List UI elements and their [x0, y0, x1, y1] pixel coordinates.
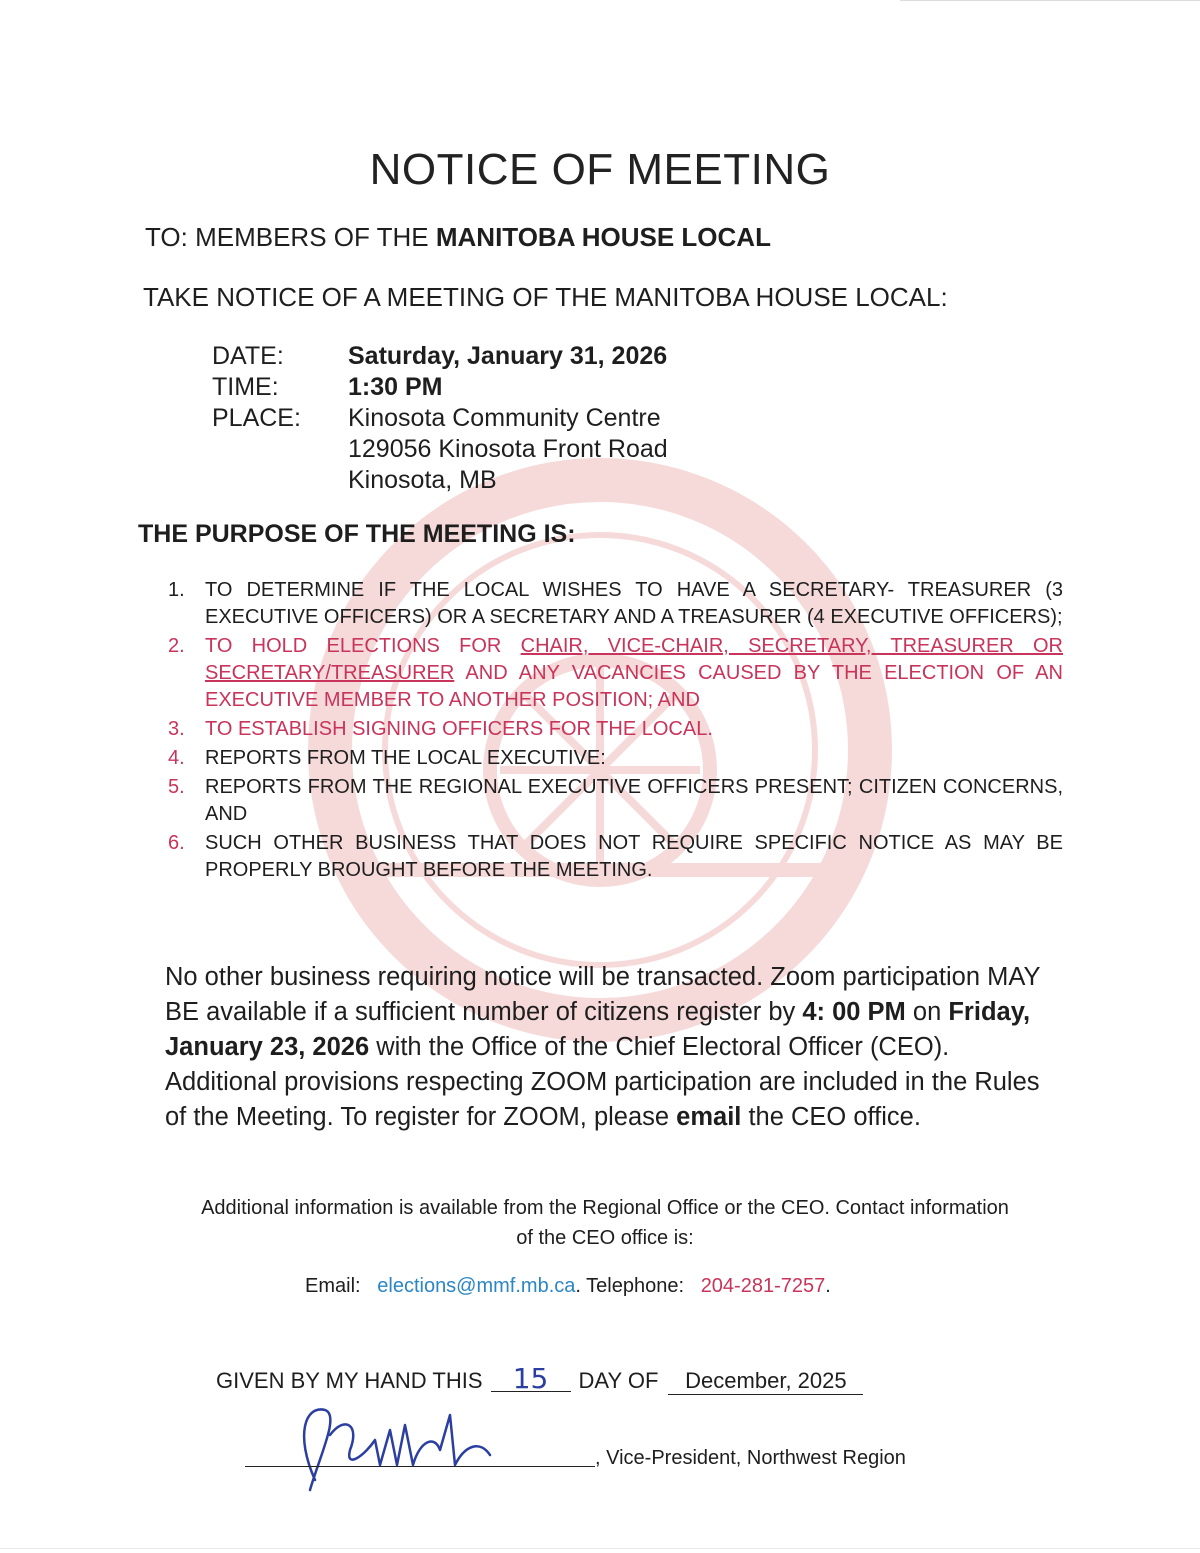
scan-edge-bottom [0, 1548, 1200, 1549]
given-mid: DAY OF [578, 1368, 659, 1393]
signature [285, 1395, 505, 1495]
item-number: 1. [168, 579, 185, 601]
telephone-label: . Telephone: [575, 1275, 685, 1297]
additional-info: Additional information is available from the Regional Office or the CEO. Contact information of the CEO office is: [201, 1197, 1009, 1249]
time-value: 1:30 PM [348, 373, 443, 401]
list-item [168, 577, 1063, 631]
email-link[interactable]: elections@mmf.mb.ca [377, 1275, 576, 1297]
document-title: NOTICE OF MEETING [369, 145, 831, 194]
place-label: PLACE: [212, 404, 301, 432]
phone-link[interactable]: 204-281-7257 [700, 1275, 826, 1297]
addressee-local: MANITOBA HOUSE LOCAL [435, 222, 771, 252]
item-text [205, 633, 1063, 714]
item-text: REPORTS FROM THE REGIONAL EXECUTIVE OFFICERS PRESENT; CITIZEN CONCERNS, AND [205, 776, 1063, 825]
signature-line [245, 1466, 595, 1467]
item-number: 3. [168, 718, 185, 740]
month-year: December, 2025 [668, 1368, 863, 1395]
day-handwritten: 15 [491, 1367, 571, 1392]
item-text-part: AND ANY VACANCIES CAUSED BY THE ELECTION OF AN EXECUTIVE MEMBER TO ANOTHER POSITION; AND [205, 662, 1063, 711]
para-text: on [905, 998, 949, 1026]
contact-end: . [825, 1275, 831, 1297]
item-text: REPORTS FROM THE LOCAL EXECUTIVE: [205, 747, 606, 769]
zoom-paragraph [165, 960, 1050, 1135]
para-text: the CEO office. [741, 1103, 921, 1131]
date-label: DATE: [212, 342, 284, 370]
item-text: TO ESTABLISH SIGNING OFFICERS FOR THE LOCAL. [205, 718, 713, 740]
meeting-details [212, 342, 668, 495]
purpose-heading: THE PURPOSE OF THE MEETING IS: [138, 520, 576, 548]
place-line-2: 129056 Kinosota Front Road [348, 435, 668, 463]
para-email-word: email [676, 1103, 742, 1131]
scan-edge-top [900, 0, 1200, 1]
list-item [168, 830, 1063, 884]
place-row [212, 404, 668, 433]
list-item [168, 716, 1063, 743]
item-text: TO DETERMINE IF THE LOCAL WISHES TO HAVE A SECRETARY- TREASURER (3 EXECUTIVE OFFICERS) OR A SECRETARY AND A TREASURER (4 EXECUTIVE OFFICERS); [205, 579, 1063, 628]
time-row [212, 373, 668, 402]
para-text: with the Office of the Chief Electoral Officer (CEO). Additional provisions respecting ZOOM participation are included in the Rules of the Meeting. To register for ZOOM, please [165, 1033, 1040, 1131]
addressee-prefix: TO: MEMBERS OF THE [145, 222, 436, 252]
para-deadline-time: 4: 00 PM [802, 998, 906, 1026]
item-number: 2. [168, 635, 185, 657]
item-text-part: TO HOLD ELECTIONS FOR [205, 635, 521, 657]
given-prefix: GIVEN BY MY HAND THIS [216, 1368, 483, 1393]
para-deadline-date: Friday, January 23, 2026 [165, 998, 1031, 1061]
item-number: 5. [168, 776, 185, 798]
item-text-underlined: CHAIR, VICE-CHAIR, SECRETARY, TREASURER OR SECRETARY/TREASURER [205, 635, 1063, 684]
take-notice-line: TAKE NOTICE OF A MEETING OF THE MANITOBA HOUSE LOCAL: [143, 282, 948, 312]
time-label: TIME: [212, 373, 279, 401]
addressee-line [145, 222, 771, 253]
given-by-line [216, 1362, 871, 1395]
item-number: 4. [168, 747, 185, 769]
list-item [168, 745, 1063, 772]
email-label: Email: [305, 1275, 361, 1297]
contact-line [305, 1275, 831, 1298]
purpose-list [168, 577, 1063, 886]
list-item [168, 633, 1063, 714]
place-line-3: Kinosota, MB [348, 466, 497, 494]
date-value: Saturday, January 31, 2026 [348, 342, 668, 370]
para-text: No other business requiring notice will be transacted. Zoom participation MAY BE available if a sufficient number of citizens register by [165, 963, 1040, 1026]
list-item [168, 774, 1063, 828]
item-text: SUCH OTHER BUSINESS THAT DOES NOT REQUIRE SPECIFIC NOTICE AS MAY BE PROPERLY BROUGHT BEFORE THE MEETING. [205, 832, 1063, 881]
item-number: 6. [168, 832, 185, 854]
signatory-title: , Vice-President, Northwest Region [595, 1447, 906, 1469]
date-row [212, 342, 668, 371]
place-line-1: Kinosota Community Centre [348, 404, 661, 432]
